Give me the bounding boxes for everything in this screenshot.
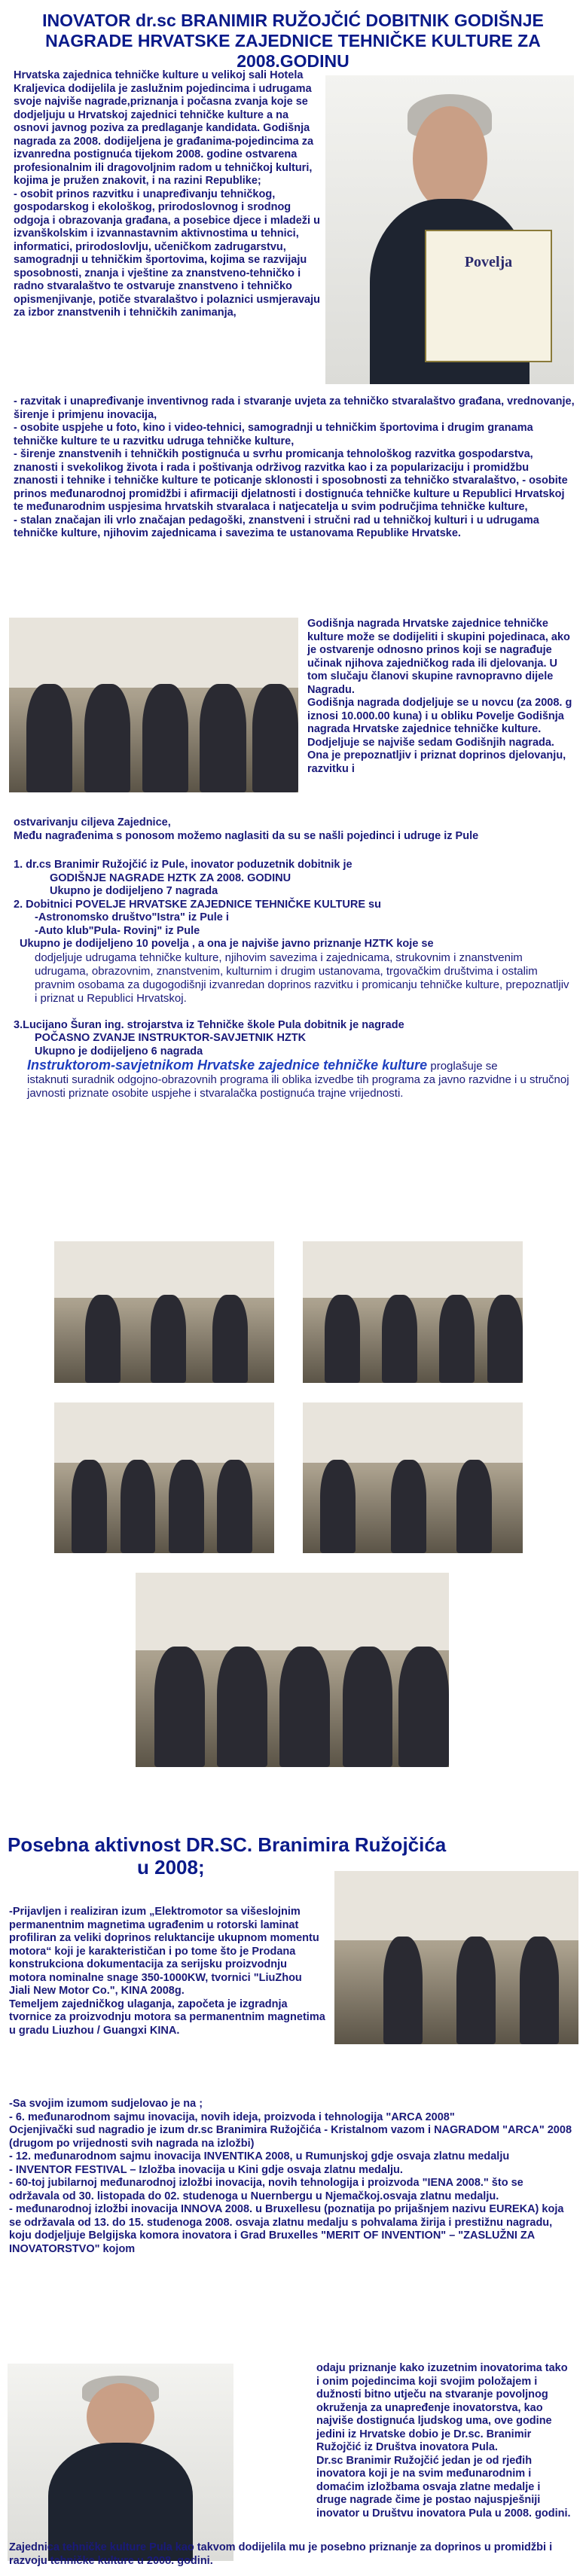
photo-detail (391, 1460, 426, 1553)
photo-detail (252, 684, 298, 792)
activity-paragraph: odaju priznanje kako izuzetnim inovatorima tako i onim pojedincima koji svojim položajem i dužnosti bitno utječu na stvaranje povoljnog okruženja za unapređenje inovatorstva, kao najviše dostignuća ljudskog uma, ove godine jedini iz Hrvatske dobio je Dr.sc. Branimir Ružojčić iz Društva inovatora Pula. (316, 2362, 568, 2453)
award-paragraph: Godišnja nagrada Hrvatske zajednice tehničke kulture može se dodijeliti i skupini pojedinaca, ako je ostvarenje odnosno prinos koji se nagrađuje učinak njihova zajedničkog rada ili djelovanja. U tom slučaju članovi skupine ravnopravno dijele Nagradu. (307, 618, 570, 696)
closing-paragraph: Zajednica tehničke kulture Pula kao takvom dodijelila mu je posebno priznanje za doprinos u promidžbi i razvoju tehničke kulture u 2008. godini. (9, 2541, 553, 2567)
photo-ceremony-audience (9, 618, 298, 792)
winner-1-award: GODIŠNJE NAGRADE HZTK ZA 2008. GODINU (50, 871, 291, 884)
instructor-text: proglašuje se (427, 1060, 498, 1073)
activity-paragraph: - 60-toj jubilarnoj međunarodnoj izložbi inovacija, novih tehnologija i proizvoda "IENA 2008." što se održavala od 30. listopada do 02. studenoga u Nuernbergu u Njemačkoj.osvaja zlatnu medalju. (9, 2177, 523, 2202)
photo-detail (383, 1937, 423, 2044)
award-text-wide (14, 816, 575, 843)
activity-paragraph: - 12. međunarodnom sajmu inovacija INVENTIKA 2008, u Rumunjskoj gdje osvaja zlatnu medalju (9, 2150, 510, 2162)
winner-3-award: POČASNO ZVANJE INSTRUKTOR-SAVJETNIK HZTK (35, 1032, 307, 1044)
photo-detail (154, 1647, 205, 1767)
winner-2-description: dodjeljuje udrugama tehničke kulture, njihovim savezima i zajednicama, strukovnim i znanstvenim udrugama, obrazovnim, znanstvenim, kulturnim i drugim ustanovama, trgovačkim društvima i ostalim pravnim osobama za dugogodišnji izvanredan doprinos razvitku i promicanju tehničke kulture, prepoznatljiv i priznat u Republici Hrvatskoj. (35, 951, 569, 1005)
instructor-title: Instruktorom-savjetnikom Hrvatske zajednice tehničke kulture (27, 1058, 428, 1073)
photo-detail (456, 1460, 492, 1553)
photo-detail (303, 1241, 523, 1298)
page-title (8, 11, 578, 72)
activity-heading-line-2: u 2008; (137, 1856, 205, 1879)
photo-detail (84, 684, 130, 792)
photo-laureate-with-certificate (325, 75, 574, 384)
photo-detail (439, 1295, 475, 1383)
photo-detail (520, 1937, 559, 2044)
photo-detail (279, 1647, 330, 1767)
photo-detail (343, 1647, 393, 1767)
activity-paragraph: -Sa svojim izumom sudjelovao je na ; (9, 2098, 203, 2110)
intro-text (14, 69, 322, 320)
winner-3: 3.Lucijano Šuran ing. strojarstva iz Tehničke škole Pula dobitnik je nagrade (14, 1018, 404, 1031)
activity-paragraph: - 6. međunarodnom sajmu inovacija, novih ideja, proizvoda i tehnologija "ARCA 2008" (9, 2111, 455, 2123)
photo-detail (334, 1871, 578, 1940)
activity-text (9, 1906, 325, 2037)
activity-paragraph: - INVENTOR FESTIVAL – Izložba inovacija u Kini gdje osvaja zlatnu medalju. (9, 2163, 403, 2176)
award-paragraph: Među nagrađenima s ponosom možemo naglasiti da su se našli pojedinci i udruge iz Pule (14, 829, 479, 842)
photo-award-handover-3 (54, 1402, 274, 1553)
winner-1-count: Ukupno je dodijeljeno 7 nagrada (50, 885, 218, 897)
winners-list (14, 859, 575, 1100)
photo-detail (9, 618, 298, 688)
photo-detail (87, 2383, 154, 2450)
photo-award-handover-2 (303, 1241, 523, 1383)
intro-paragraph: - osobite uspjehe u foto, kino i video-tehnici, samogradnji u tehničkim športovima i drugim granama tehničke kulture te u razvitku udruga tehničke kulture, (14, 422, 533, 447)
activity-paragraph: Ocjenjivački sud nagradio je izum dr.sc Branimira Ružojčića - Kristalnom vazom i NAGRADOM "ARCA" 2008 (drugom po vrijednosti svih nagrada na izložbi) (9, 2124, 572, 2150)
title-line-1: INOVATOR dr.sc BRANIMIR RUŽOJČIĆ DOBITNIK GODIŠNJE (42, 11, 544, 30)
award-paragraph: ostvarivanju ciljeva Zajednice, (14, 816, 171, 829)
winner-2-item: -Astronomsko društvo"Istra" iz Pule i (35, 911, 229, 923)
photo-banquet (334, 1871, 578, 2044)
winner-3-count: Ukupno je dodijeljeno 6 nagrada (35, 1045, 203, 1058)
intro-paragraph: - osobit prinos razvitku i unapređivanju tehničkog, gospodarskog i ekološkog, prirodoslovnog i srodnog odgoja i obrazovanja građana, a posebice djece i mladeži u izvanškolskim i izvannastavnim aktivnostima u tehnici, informatici, prirodoslovlju, učeničkom zadrugarstvu, samogradnji u tehničkim športovima, kojima se razvijaju sposobnosti, znanja i vještine za znanstveno-tehničko i radno stvaralaštvo te ostvaruje znanstveno i tehničko opismenjivanje, potiče stvaralaštvo i polaznici usmjeravaju za izbor znanstvenih i tehničkih zanimanja, (14, 188, 320, 319)
photo-detail (487, 1295, 523, 1383)
photo-detail (212, 1295, 248, 1383)
activity-paragraph: Temeljem zajedničkog ulaganja, započeta je izgradnja tvornice za proizvodnju motora sa permanentnim magnetima u gradu Liuzhou / Guangxi KINA. (9, 1998, 325, 2037)
intro-paragraph: - razvitak i unapređivanje inventivnog rada i stvaranje uvjeta za tehničko stvaralaštvo građana, vrednovanje, širenje i primjenu inovacija, (14, 395, 575, 421)
photo-detail (217, 1460, 252, 1553)
activity-paragraph: -Prijavljen i realiziran izum „Elektromotor sa višeslojnim permanentnim magnetima ugrađenim u rotorski laminat profiliran za veliki doprinos reluktancije ukupnom momentu motora“ koji je karakterističan i po tome što je Prodana konstrukciona dokumentacija za serijsku proizvodnju motora nominalne snage 350-1000KW, tvornici "LiuZhou Jiali New Motor Co.", KINA 2008g. (9, 1906, 319, 1997)
photo-detail (54, 1402, 274, 1463)
photo-detail (85, 1295, 121, 1383)
activity-heading-line-1: Posebna aktivnost DR.SC. Branimira Ružojčića (8, 1833, 447, 1856)
intro-paragraph: - stalan značajan ili vrlo značajan pedagoški, znanstveni i stručni rad u tehničkoj kulturi i u udrugama tehničke kulture, njihovim zajednicama i savezima te ustanovama Republike Hrvatske. (14, 514, 539, 539)
photo-detail (54, 1241, 274, 1298)
photo-detail (169, 1460, 204, 1553)
photo-detail (413, 106, 487, 211)
photo-detail (142, 684, 188, 792)
photo-award-handover-1 (54, 1241, 274, 1383)
photo-award-handover-4 (303, 1402, 523, 1553)
winner-3-description (14, 1058, 575, 1073)
award-paragraph: Godišnja nagrada dodjeljuje se u novcu (za 2008. g iznosi 10.000.00 kuna) i u obliku Povelje Godišnja nagrada Hrvatske zajednice tehničke kulture. Dodjeljuje se najviše sedam Godišnjih nagrada. Ona je prepoznatljiv i priznat doprinos djelovanju, razvitku i (307, 697, 572, 775)
photo-detail (398, 1647, 449, 1767)
photo-detail (121, 1460, 156, 1553)
photo-detail (136, 1573, 449, 1650)
photo-detail (382, 1295, 417, 1383)
activity-text-wide (9, 2098, 574, 2256)
award-text (307, 618, 575, 776)
intro-text-wide (14, 395, 575, 541)
photo-detail (200, 684, 246, 792)
certificate-label: Povelja (464, 253, 513, 270)
photo-detail (303, 1402, 523, 1463)
certificate-image (425, 230, 552, 362)
winner-3-description: istaknuti suradnik odgojno-obrazovnih programa ili oblika izvedbe tih programa za javno razvidne i u stručnoj javnosti priznate osobite uspjehe i stvaralačka postignuća trajne vrijednosti. (27, 1073, 569, 1100)
photo-detail (456, 1937, 496, 2044)
intro-paragraph: - širenje znanstvenih i tehničkih postignuća u svrhu promicanja tehnološkog razvitka gospodarstva, znanosti i svekolikog života i rada i poštivanja održivog razvitka kao i za popularizaciju i promidžbu znanosti i tehnike i tehničke kulture te poticanje sklonosti i sposobnosti za tehničko stvaralaštvo, - osobite prinos međunarodnoj promidžbi i afirmaciji djelatnosti i dostignuća tehničke kulture u Republici Hrvatskoj te međunarodnim uspjesima hrvatskih stvaralaca i natjecatelja u svim područjima tehničke kulture, (14, 448, 568, 513)
intro-paragraph: Hrvatska zajednica tehničke kulture u velikoj sali Hotela Kraljevica dodijelila je zaslužnim pojedincima i udrugama svoje najviše nagrade,priznanja i počasna zvanja koje se dodjeljuju u Hrvatskoj zajednici tehničke kulture a na osnovi javnog poziva za predlaganje kandidata. Godišnja nagrada za 2008. dodijeljena je građanima-pojedincima za izvanredna postignuća tijekom 2008. godine ostvarena profesionalnim ili dragovoljnim radom u tehničkoj kulturi, kojima je pružen znakovit, i na razini Republike; (14, 69, 314, 187)
winner-1: 1. dr.cs Branimir Ružojčić iz Pule, inovator poduzetnik dobitnik je (14, 859, 353, 871)
winner-2-item: -Auto klub"Pula- Rovinj" iz Pule (35, 924, 200, 937)
closing-text (9, 2541, 574, 2568)
winner-2-count: Ukupno je dodijeljeno 10 povelja , a ona je najviše javno priznanje HZTK koje se (20, 938, 434, 950)
title-line-2: NAGRADE HRVATSKE ZAJEDNICE TEHNIČKE KULTURE ZA (45, 31, 541, 50)
photo-laureate-with-medals (8, 2364, 233, 2561)
photo-detail (325, 1295, 360, 1383)
title-line-3: 2008.GODINU (237, 51, 349, 71)
photo-detail (320, 1460, 356, 1553)
photo-detail (26, 684, 72, 792)
photo-detail (72, 1460, 107, 1553)
photo-detail (151, 1295, 186, 1383)
photo-award-handover-5 (136, 1573, 449, 1767)
activity-text-right (316, 2362, 572, 2520)
activity-paragraph: Dr.sc Branimir Ružojčić jedan je od rjeđih inovatora koji je na svim međunarodnim i domaćim izložbama osvaja zlatne medalje i druge nagrade čime je postao najuspješniji inovator u Društvu inovatora Pula u 2008. godini. (316, 2454, 571, 2520)
winner-2: 2. Dobitnici POVELJE HRVATSKE ZAJEDNICE TEHNIČKE KULTURE su (14, 898, 381, 911)
activity-paragraph: - međunarodnoj izložbi inovacija INNOVA 2008. u Bruxellesu (poznatija po prijašnjem nazivu EUREKA) koja se održavala od 13. do 15. studenoga 2008. osvaja zlatnu medalju s pohvalama žirija i prestižnu nagradu, koju dodjeljuje Belgijska komora inovatora i Grad Bruxelles "MERIT OF INVENTION" – "ZASLUŽNI ZA INOVATORSTVO" kojom (9, 2203, 564, 2255)
photo-detail (217, 1647, 267, 1767)
